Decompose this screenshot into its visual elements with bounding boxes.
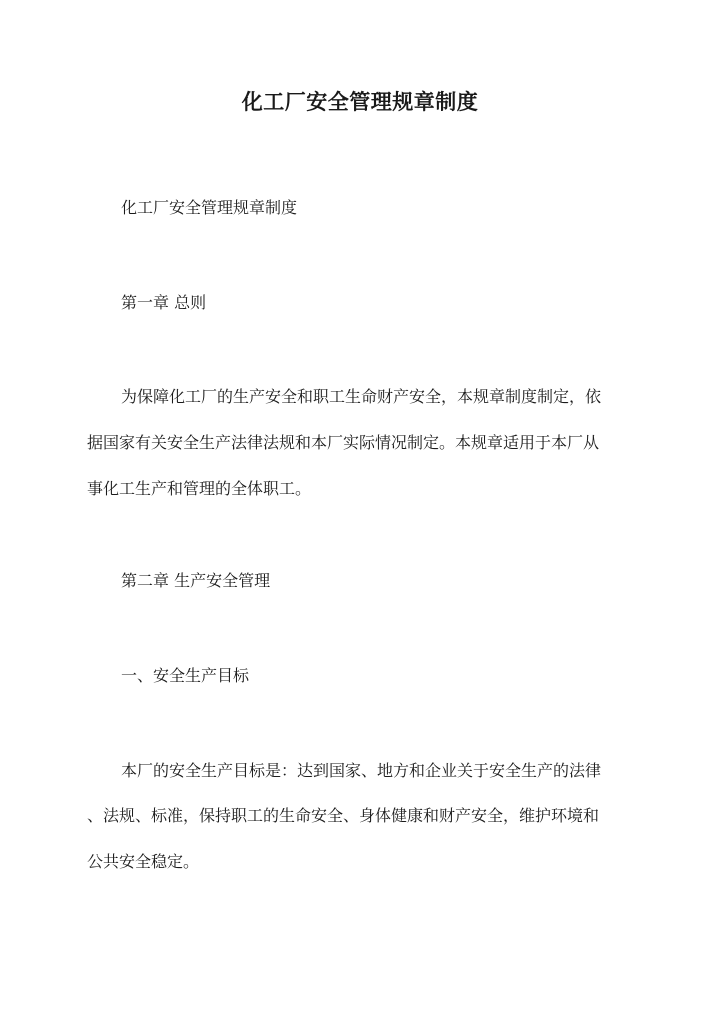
- paragraph-2-line-1: 本厂的安全生产目标是：达到国家、地方和企业关于安全生产的法律: [121, 761, 602, 780]
- subtitle-line: 化工厂安全管理规章制度: [121, 198, 298, 217]
- chapter-1-heading: 第一章 总则: [121, 293, 207, 312]
- paragraph-1-line-3: 事化工生产和管理的全体职工。: [87, 479, 312, 498]
- paragraph-2-line-3: 公共安全稳定。: [87, 852, 200, 871]
- paragraph-2-line-2: 、法规、标准，保持职工的生命安全、身体健康和财产安全，维护环境和: [87, 806, 600, 825]
- chapter-2-heading: 第二章 生产安全管理: [121, 571, 271, 590]
- document-title: 化工厂安全管理规章制度: [241, 89, 479, 114]
- paragraph-1-line-1: 为保障化工厂的生产安全和职工生命财产安全，本规章制度制定，依: [121, 387, 602, 406]
- paragraph-1-line-2: 据国家有关安全生产法律法规和本厂实际情况制定。本规章适用于本厂从: [87, 433, 600, 452]
- section-1-heading: 一、安全生产目标: [121, 666, 250, 685]
